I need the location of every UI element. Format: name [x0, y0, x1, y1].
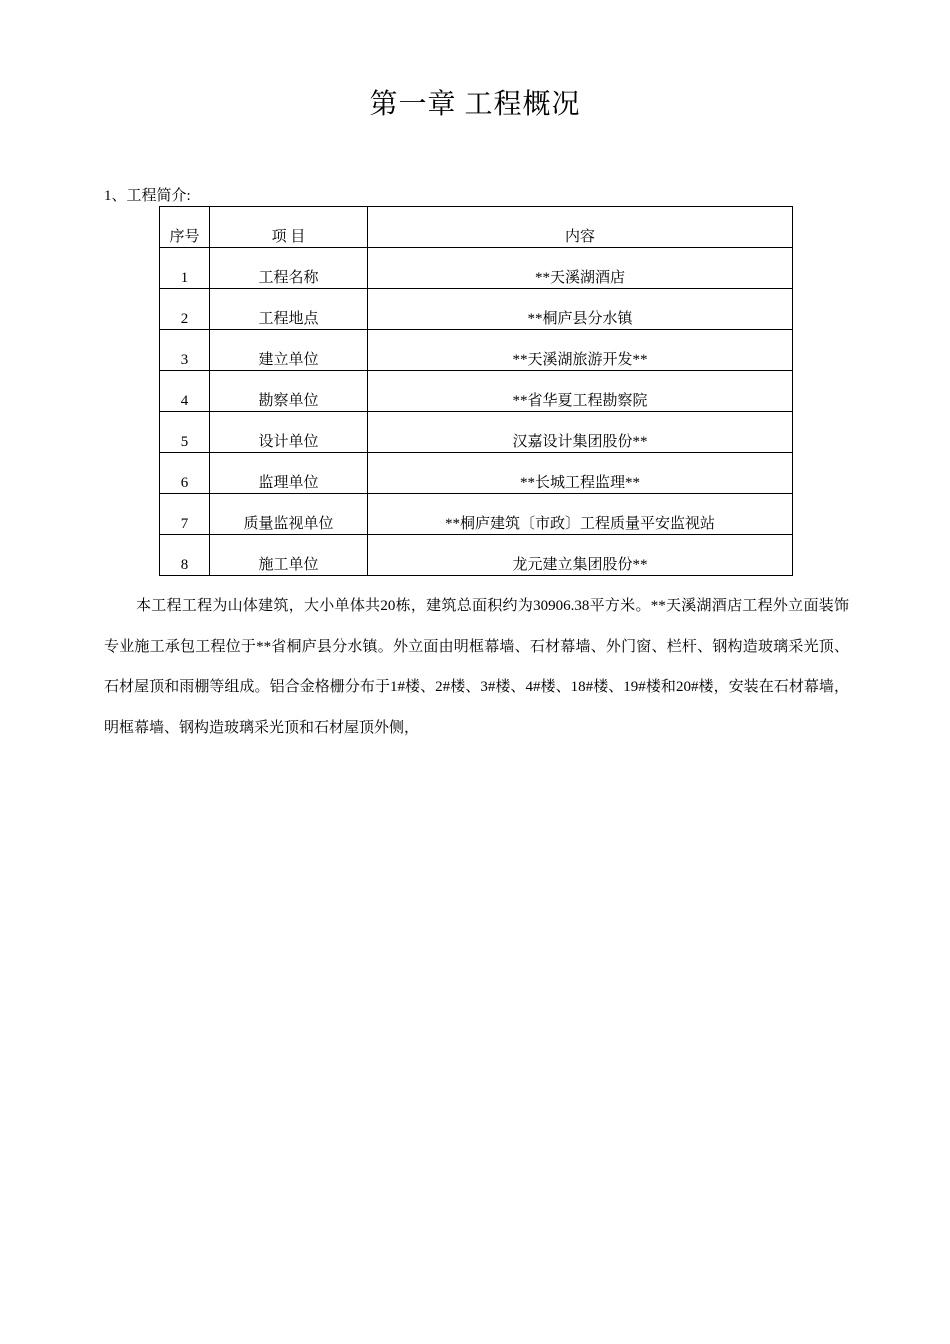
row-content: **桐庐建筑〔市政〕工程质量平安监视站: [368, 494, 793, 535]
row-item: 勘察单位: [210, 371, 368, 412]
table-row: [160, 330, 793, 371]
table-header-row: [160, 207, 793, 248]
row-content: 汉嘉设计集团股份**: [368, 412, 793, 453]
row-index: 1: [160, 248, 210, 289]
row-content: **省华夏工程勘察院: [368, 371, 793, 412]
row-index: 7: [160, 494, 210, 535]
row-content: **长城工程监理**: [368, 453, 793, 494]
row-index: 4: [160, 371, 210, 412]
row-item: 质量监视单位: [210, 494, 368, 535]
row-item: 建立单位: [210, 330, 368, 371]
row-content: **天溪湖旅游开发**: [368, 330, 793, 371]
table-row: [160, 248, 793, 289]
row-item: 工程地点: [210, 289, 368, 330]
table-row: [160, 412, 793, 453]
row-content: 龙元建立集团股份**: [368, 535, 793, 576]
table-row: [160, 289, 793, 330]
row-content: **天溪湖酒店: [368, 248, 793, 289]
table-row: [160, 535, 793, 576]
row-item: 工程名称: [210, 248, 368, 289]
row-index: 3: [160, 330, 210, 371]
header-index: 序号: [160, 207, 210, 248]
row-index: 5: [160, 412, 210, 453]
row-item: 施工单位: [210, 535, 368, 576]
section-heading: 1、工程简介:: [104, 188, 191, 204]
project-description-paragraph: 本工程工程为山体建筑，大小单体共20栋，建筑总面积约为30906.38平方米。**天溪湖酒店工程外立面装饰专业施工承包工程位于**省桐庐县分水镇。外立面由明框幕墙、石材幕墙、外门窗、栏杆、钢构造玻璃采光顶、石材屋顶和雨棚等组成。铝合金格栅分布于1#楼、2#楼、3#楼、4#楼、18#楼、19#楼和20#楼，安装在石材幕墙，明框幕墙、钢构造玻璃采光顶和石材屋顶外侧，: [104, 598, 849, 736]
row-item: 监理单位: [210, 453, 368, 494]
chapter-title: 第一章 工程概况: [369, 89, 581, 120]
project-overview-table: [159, 206, 793, 576]
row-index: 2: [160, 289, 210, 330]
table-row: [160, 494, 793, 535]
row-item: 设计单位: [210, 412, 368, 453]
row-index: 6: [160, 453, 210, 494]
table-row: [160, 453, 793, 494]
row-content: **桐庐县分水镇: [368, 289, 793, 330]
header-content: 内容: [368, 207, 793, 248]
table-row: [160, 371, 793, 412]
row-index: 8: [160, 535, 210, 576]
header-item: 项 目: [210, 207, 368, 248]
